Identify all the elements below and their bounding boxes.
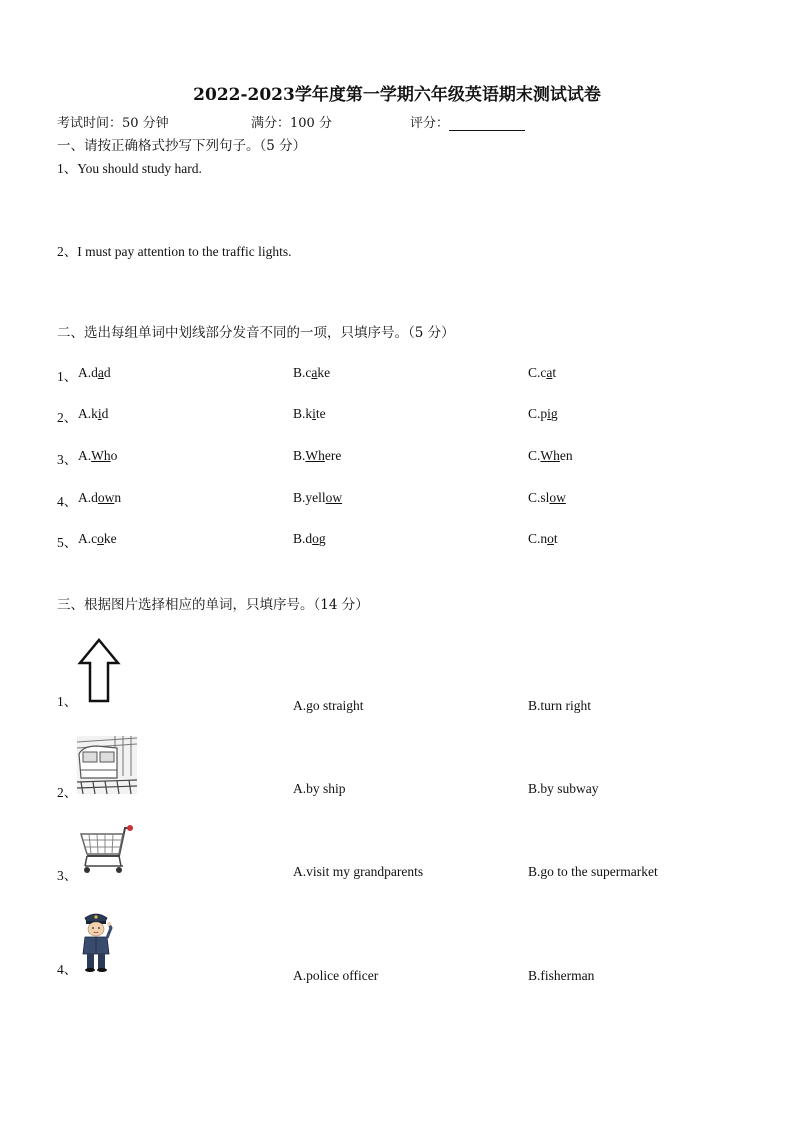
word-part: A.c xyxy=(78,531,98,546)
word-part: B.k xyxy=(293,406,313,421)
word-part: ke xyxy=(103,531,117,546)
underlined-sound: ow xyxy=(549,490,566,505)
section2-option-b-2 xyxy=(293,406,326,422)
up-arrow-icon xyxy=(77,638,121,704)
word-part: d xyxy=(103,365,111,380)
section2-option-c-2 xyxy=(528,406,558,422)
word-part: d xyxy=(101,406,109,421)
section3-option-b-1: B.turn right xyxy=(528,698,591,713)
underlined-sound: Wh xyxy=(540,448,560,463)
word-part: A.d xyxy=(78,365,98,380)
section3-option-b-4: B.fisherman xyxy=(528,968,595,983)
section3-option-a-2: A.by ship xyxy=(293,781,346,796)
score-field xyxy=(410,112,525,131)
underlined-sound: a xyxy=(311,365,318,380)
word-part: C.p xyxy=(528,406,548,421)
page-title: 2022-2023学年度第一学期六年级英语期末测试试卷 xyxy=(193,85,601,105)
underlined-sound: a xyxy=(97,365,104,380)
underlined-sound: i xyxy=(312,406,316,421)
word-part: n xyxy=(114,490,122,505)
underlined-sound: ow xyxy=(97,490,115,505)
section3-option-a-3: A.visit my grandparents xyxy=(293,864,424,879)
word-part: B. xyxy=(293,448,306,463)
underlined-sound: Wh xyxy=(91,448,111,463)
subway-train-icon xyxy=(77,736,137,794)
section3-option-b-2: B.by subway xyxy=(528,781,599,796)
underlined-sound: a xyxy=(546,365,553,380)
section2-option-c-4 xyxy=(528,490,566,506)
section1-item-2: 2、I must pay attention to the traffic lights. xyxy=(57,244,292,259)
section2-option-a-4 xyxy=(78,490,121,506)
section2-option-b-4 xyxy=(293,490,342,506)
section2-option-a-1 xyxy=(78,365,111,381)
word-part: A. xyxy=(78,448,92,463)
section2-option-c-3 xyxy=(528,448,573,464)
word-part: B.yell xyxy=(293,490,326,505)
word-part: en xyxy=(559,448,573,463)
section3-option-a-4: A.police officer xyxy=(293,968,379,983)
section1-heading: 一、请按正确格式抄写下列句子。（5 分） xyxy=(57,138,307,154)
underlined-sound: i xyxy=(97,406,102,421)
word-part: C.sl xyxy=(528,490,550,505)
section3-option-b-3: B.go to the supermarket xyxy=(528,864,658,879)
section2-num-4: 4、 xyxy=(57,494,78,509)
section2-option-a-3 xyxy=(78,448,117,464)
underlined-sound: o xyxy=(312,531,319,546)
exam-time: 考试时间：50 分钟 xyxy=(57,116,169,131)
underlined-sound: ow xyxy=(325,490,343,505)
section2-heading: 二、选出每组单词中划线部分发音不同的一项，只填序号。（5 分） xyxy=(57,325,455,341)
section2-num-3: 3、 xyxy=(57,452,78,467)
section3-num-2: 2、 xyxy=(57,785,78,800)
score-blank[interactable] xyxy=(449,116,525,131)
word-part: C. xyxy=(528,448,541,463)
word-part: A.d xyxy=(78,490,98,505)
section2-num-5: 5、 xyxy=(57,535,78,550)
shopping-cart-icon xyxy=(77,824,135,874)
word-part: te xyxy=(315,406,326,421)
score-label: 评分： xyxy=(410,116,450,131)
section2-option-a-2 xyxy=(78,406,108,422)
word-part: ke xyxy=(317,365,331,380)
section2-option-c-5 xyxy=(528,531,558,547)
police-officer-icon xyxy=(79,910,113,972)
section2-num-2: 2、 xyxy=(57,410,78,425)
word-part: g xyxy=(550,406,558,421)
word-part: t xyxy=(552,365,557,380)
word-part: A.k xyxy=(78,406,98,421)
section2-option-b-1 xyxy=(293,365,330,381)
section2-option-b-3 xyxy=(293,448,341,464)
section1-item-1: 1、You should study hard. xyxy=(57,161,202,176)
section3-num-3: 3、 xyxy=(57,868,78,883)
word-part: g xyxy=(318,531,326,546)
word-part: C.n xyxy=(528,531,548,546)
underlined-sound: Wh xyxy=(305,448,325,463)
word-part: o xyxy=(110,448,118,463)
underlined-sound: o xyxy=(547,531,554,546)
section3-num-4: 4、 xyxy=(57,962,78,977)
full-score: 满分：100 分 xyxy=(251,116,332,131)
section3-num-1: 1、 xyxy=(57,694,78,709)
word-part: t xyxy=(553,531,558,546)
word-part: ere xyxy=(324,448,342,463)
word-part: B.d xyxy=(293,531,313,546)
word-part: B.c xyxy=(293,365,312,380)
section2-num-1: 1、 xyxy=(57,369,78,384)
underlined-sound: i xyxy=(547,406,551,421)
section2-option-a-5 xyxy=(78,531,117,547)
section3-heading: 三、根据图片选择相应的单词，只填序号。（14 分） xyxy=(57,597,369,613)
section3-option-a-1: A.go straight xyxy=(293,698,364,713)
word-part: C.c xyxy=(528,365,547,380)
underlined-sound: o xyxy=(97,531,104,546)
section2-option-c-1 xyxy=(528,365,556,381)
section2-option-b-5 xyxy=(293,531,326,547)
